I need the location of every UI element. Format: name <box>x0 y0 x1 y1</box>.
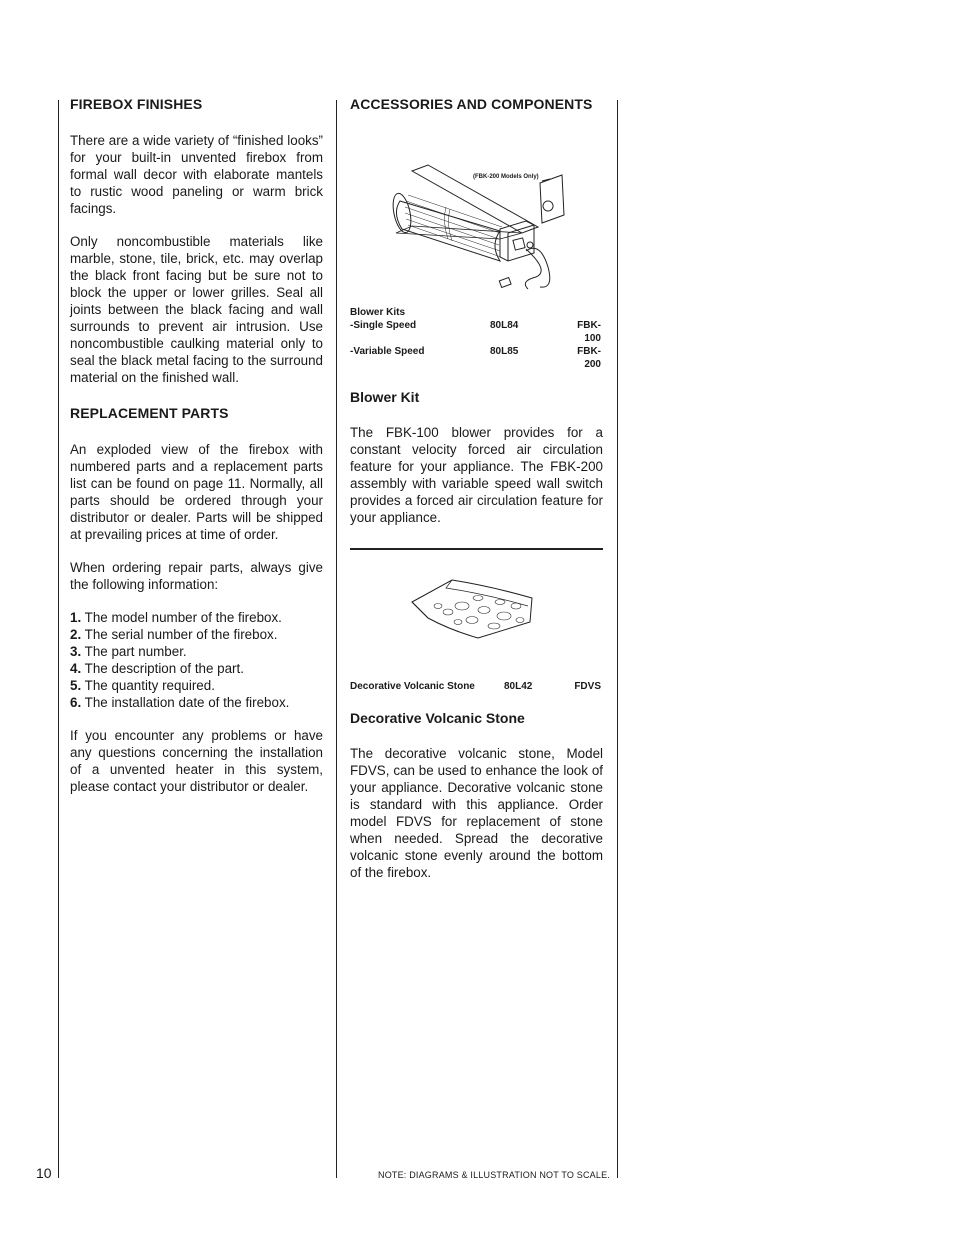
replacement-parts-paragraph-1: An exploded view of the firebox with numbered parts and a replacement parts list can be found on page 11. Normally, all parts should be ordered through your distributor or dealer. Parts will be shipped at prevailing prices at time of order. <box>70 442 323 542</box>
right-column <box>350 96 603 897</box>
firebox-finishes-paragraph-1: There are a wide variety of “finished looks” for your built-in unvented firebox from formal wall decor with elaborate mantels to rustic wood paneling or warm brick facings. <box>70 133 323 216</box>
ordering-info-list <box>70 609 323 711</box>
list-item: 2. The serial number of the firebox. <box>70 627 278 642</box>
list-item: 4. The description of the part. <box>70 661 244 676</box>
stone-spec-table <box>350 680 603 693</box>
list-item: 6. The installation date of the firebox. <box>70 695 290 710</box>
blower-figure-label: (FBK-200 Models Only) <box>473 174 539 180</box>
replacement-parts-paragraph-2: When ordering repair parts, always give the following information: <box>70 560 323 592</box>
blower-spec-table <box>350 306 603 371</box>
volcanic-stone-illustration <box>350 550 603 652</box>
blower-kit-heading: Blower Kit <box>350 389 420 405</box>
list-item: 3. The part number. <box>70 644 187 659</box>
firebox-finishes-paragraph-2: Only noncombustible materials like marble, stone, tile, brick, etc. may overlap the black front facing but be sure not to block the upper or lower grilles. Seal all joints between the black facing and wall surrounds to prevent air intrusion. Use noncombustible caulking material only to seal the black metal facing to the surround material on the finished wall. <box>70 234 323 385</box>
table-row: -Variable Speed 80L85 FBK-200 <box>350 346 601 370</box>
right-margin-rule <box>617 100 618 1178</box>
left-margin-rule <box>58 100 59 1178</box>
footer-note: NOTE: DIAGRAMS & ILLUSTRATION NOT TO SCALE. <box>378 1170 610 1180</box>
firebox-finishes-heading: FIREBOX FINISHES <box>70 96 203 112</box>
left-column <box>70 96 323 811</box>
blower-spec-heading: Blower Kits <box>350 307 406 318</box>
accessories-heading: ACCESSORIES AND COMPONENTS <box>350 96 593 112</box>
blower-drawing <box>350 121 603 291</box>
list-item: 1. The model number of the firebox. <box>70 610 282 625</box>
page-number: 10 <box>36 1165 52 1181</box>
table-row: -Single Speed 80L84 FBK-100 <box>350 320 601 344</box>
list-item: 5. The quantity required. <box>70 678 215 693</box>
stone-drawing <box>350 550 603 652</box>
replacement-parts-paragraph-3: If you encounter any problems or have any questions concerning the installation of a unvented heater in this system, please contact your distributor or dealer. <box>70 728 323 794</box>
replacement-parts-heading: REPLACEMENT PARTS <box>70 405 229 421</box>
volcanic-stone-heading: Decorative Volcanic Stone <box>350 710 525 726</box>
center-column-rule <box>336 100 337 1178</box>
table-row: Decorative Volcanic Stone 80L42 FDVS <box>350 681 601 692</box>
blower-kit-illustration <box>350 121 603 291</box>
blower-kit-paragraph: The FBK-100 blower provides for a constant velocity forced air circulation feature for your appliance. The FBK-200 assembly with variable speed wall switch provides a forced air circulation feature for your appliance. <box>350 425 603 525</box>
volcanic-stone-paragraph: The decorative volcanic stone, Model FDVS, can be used to enhance the look of your appliance. Decorative volcanic stone is standard with this appliance. Order model FDVS for replacement of stone when needed. Spread the decorative volcanic stone evenly around the bottom of the firebox. <box>350 746 603 880</box>
